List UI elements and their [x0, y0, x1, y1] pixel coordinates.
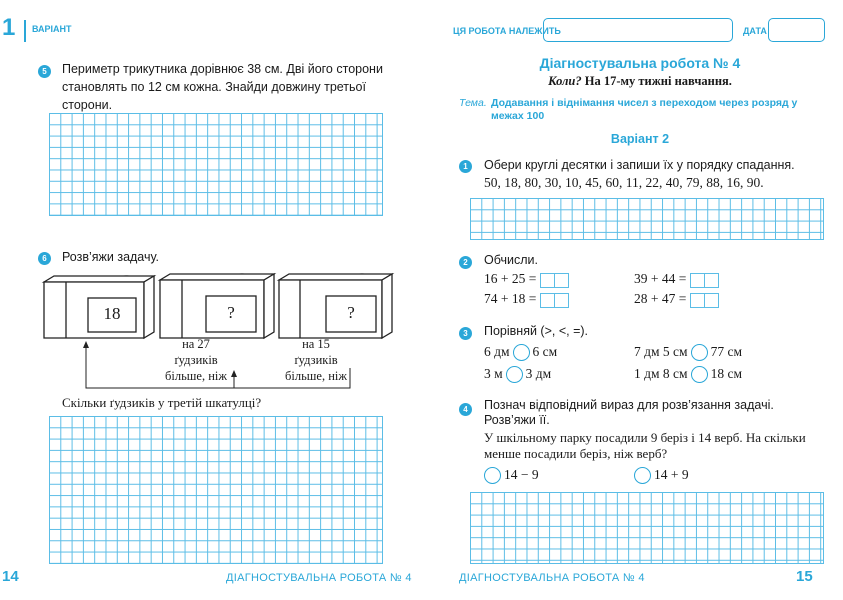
- task6-answer-grid[interactable]: [49, 416, 383, 564]
- expr-row-2: [634, 271, 719, 288]
- box3-caption: на 15 ґудзиків більше, ніж: [285, 337, 347, 383]
- owner-name-field[interactable]: [543, 18, 733, 42]
- task6-question: Скільки ґудзиків у третій шкатулці?: [62, 395, 262, 410]
- option-2: [634, 467, 689, 484]
- task3-number: 3: [459, 327, 472, 340]
- compare-right: 18 см: [710, 366, 742, 381]
- compare-circle[interactable]: [513, 344, 530, 361]
- answer-boxes[interactable]: [690, 292, 719, 308]
- when-label: Коли?: [548, 74, 582, 88]
- left-footer-title: ДІАГНОСТУВАЛЬНА РОБОТА № 4: [226, 572, 412, 584]
- expr-16-25: 16 + 25 =: [484, 271, 537, 286]
- task4-text: Познач відповідний вираз для розв’язання задачі. Розв’яжи її.: [484, 398, 774, 427]
- compare-left: 3 м: [484, 366, 503, 381]
- box2-caption: на 27 ґудзиків більше, ніж: [165, 337, 227, 383]
- work-title: Діагностувальна робота № 4: [539, 55, 741, 71]
- topic-label: Тема.: [459, 97, 487, 109]
- compare-row-1: [484, 344, 557, 361]
- task4-answer-grid[interactable]: [470, 492, 824, 564]
- task1-answer-grid[interactable]: [470, 198, 824, 240]
- compare-row-2: [634, 344, 742, 361]
- box1-label: 18: [103, 304, 121, 323]
- compare-right: 3 дм: [525, 366, 552, 381]
- expr-39-44: 39 + 44 =: [634, 271, 687, 286]
- task3-text: Порівняй (>, <, =).: [484, 324, 589, 338]
- answer-boxes[interactable]: [690, 272, 719, 288]
- task4-number: 4: [459, 403, 472, 416]
- compare-right: 6 см: [532, 344, 558, 359]
- right-footer-title: ДІАГНОСТУВАЛЬНА РОБОТА № 4: [459, 572, 645, 584]
- compare-circle[interactable]: [506, 366, 523, 383]
- left-page-number: 14: [2, 568, 19, 585]
- topic-text: Додавання і віднімання чисел з переходом через розряд у межах 100: [491, 97, 798, 122]
- variant-tab-label: ВАРІАНТ: [32, 24, 72, 34]
- belongs-label: ЦЯ РОБОТА НАЛЕЖИТЬ: [453, 26, 561, 36]
- compare-left: 1 дм 8 см: [634, 366, 688, 381]
- task6-text: Розв’яжи задачу.: [62, 250, 159, 264]
- answer-boxes[interactable]: [540, 272, 569, 288]
- task2-number: 2: [459, 256, 472, 269]
- box3-label: ?: [347, 303, 355, 322]
- variant-heading: Варіант 2: [610, 132, 670, 146]
- date-label: ДАТА: [743, 26, 767, 36]
- task5-text: Периметр трикутника дорівнює 38 см. Дві його сторони становлять по 12 см кожна. Знайди довжину третьої сторони.: [62, 62, 383, 112]
- option-1: [484, 467, 539, 484]
- task1-text: Обери круглі десятки і запиши їх у порядку спадання.: [484, 158, 795, 172]
- compare-left: 7 дм 5 см: [634, 344, 688, 359]
- task5-number: 5: [38, 65, 51, 78]
- option-2-text: 14 + 9: [654, 467, 689, 482]
- expr-74-18: 74 + 18 =: [484, 291, 537, 306]
- when-line: [440, 74, 840, 89]
- expr-row-3: [484, 291, 569, 308]
- box2-label: ?: [227, 303, 235, 322]
- task1-number: 1: [459, 160, 472, 173]
- task4-problem: У шкільному парку посадили 9 беріз і 14 верб. На скільки менше посадили беріз, ніж верб?: [484, 430, 806, 461]
- expr-row-1: [484, 271, 569, 288]
- option-circle[interactable]: [634, 467, 651, 484]
- compare-left: 6 дм: [484, 344, 510, 359]
- option-1-text: 14 − 9: [504, 467, 539, 482]
- task2-text: Обчисли.: [484, 253, 538, 267]
- compare-row-3: [484, 366, 551, 383]
- compare-circle[interactable]: [691, 366, 708, 383]
- connector-arrows: [0, 0, 420, 400]
- answer-boxes[interactable]: [540, 292, 569, 308]
- date-field[interactable]: [768, 18, 825, 42]
- expr-row-4: [634, 291, 719, 308]
- variant-tab-number: 1: [2, 14, 16, 41]
- compare-right: 77 см: [710, 344, 742, 359]
- when-text: На 17-му тижні навчання.: [584, 74, 732, 88]
- task1-numbers: 50, 18, 80, 30, 10, 45, 60, 11, 22, 40, 79, 88, 16, 90.: [484, 175, 764, 190]
- compare-row-4: [634, 366, 742, 383]
- compare-circle[interactable]: [691, 344, 708, 361]
- expr-28-47: 28 + 47 =: [634, 291, 687, 306]
- task6-number: 6: [38, 252, 51, 265]
- right-page-number: 15: [796, 568, 813, 585]
- option-circle[interactable]: [484, 467, 501, 484]
